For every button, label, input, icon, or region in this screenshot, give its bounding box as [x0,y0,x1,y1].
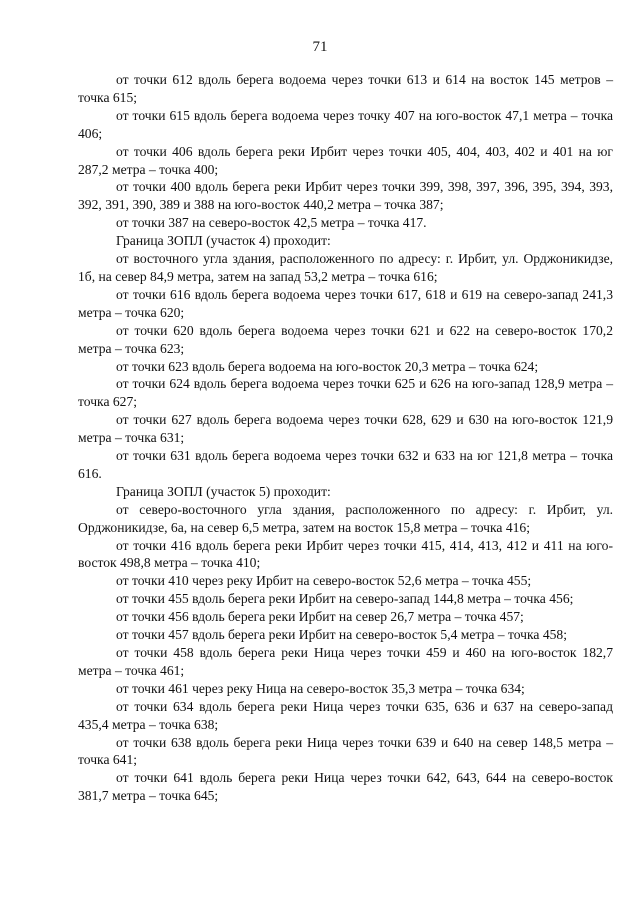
paragraph: от точки 458 вдоль берега реки Ница через точки 459 и 460 на юго-восток 182,7 метра – точка 461; [78,645,613,678]
paragraph: от точки 634 вдоль берега реки Ница через точки 635, 636 и 637 на северо-запад 435,4 метра – точка 638; [78,698,613,732]
paragraph: от точки 400 вдоль берега реки Ирбит через точки 399, 398, 397, 396, 395, 394, 393, 392, 391, 390, 389 и 388 на юго-восток 440,2 метра – точка 387; [78,179,613,213]
paragraph: от точки 416 вдоль берега реки Ирбит через точки 415, 414, 413, 412 и 411 на юго-восток 498,8 метра – точка 410; [78,537,613,571]
paragraph: от точки 616 вдоль берега водоема через точки 617, 618 и 619 на северо-запад 241,3 метра – точка 620; [78,286,613,320]
paragraph: от точки 612 вдоль берега водоема через точки 613 и 614 на восток 145 метров – точка 615; [78,72,613,105]
page-number: 71 [312,39,328,55]
paragraph: от точки 615 вдоль берега водоема через точку 407 на юго-восток 47,1 метра – точка 406; [78,107,613,141]
paragraph: от точки 406 вдоль берега реки Ирбит через точки 405, 404, 403, 402 и 401 на юг 287,2 метра – точка 400; [78,143,613,177]
section-heading: Граница ЗОПЛ (участок 4) проходит: [116,233,331,249]
paragraph: от точки 641 вдоль берега реки Ница через точки 642, 643, 644 на северо-восток 381,7 метра – точка 645; [78,770,613,804]
document-body [78,71,613,805]
paragraph: от точки 624 вдоль берега водоема через точки 625 и 626 на юго-запад 128,9 метра – точка 627; [78,376,613,410]
paragraph: от точки 620 вдоль берега водоема через точки 621 и 622 на северо-восток 170,2 метра – точка 623; [78,322,613,356]
paragraph: от точки 387 на северо-восток 42,5 метра – точка 417. [116,215,427,231]
paragraph: от северо-восточного угла здания, расположенного по адресу: г. Ирбит, ул. Орджоникидзе, 6а, на север 6,5 метра, затем на восток 15,8 метра – точка 416; [78,501,613,535]
paragraph: от точки 455 вдоль берега реки Ирбит на северо-запад 144,8 метра – точка 456; [116,591,574,607]
paragraph: от восточного угла здания, расположенного по адресу: г. Ирбит, ул. Орджоникидзе, 1б, на север 84,9 метра, затем на запад 53,2 метра – точка 616; [78,251,613,284]
paragraph: от точки 456 вдоль берега реки Ирбит на север 26,7 метра – точка 457; [116,609,524,625]
paragraph: от точки 631 вдоль берега водоема через точки 632 и 633 на юг 121,8 метра – точка 616. [78,448,613,481]
paragraph: от точки 410 через реку Ирбит на северо-восток 52,6 метра – точка 455; [116,573,532,589]
paragraph: от точки 461 через реку Ница на северо-восток 35,3 метра – точка 634; [116,680,525,696]
paragraph: от точки 623 вдоль берега водоема на юго-восток 20,3 метра – точка 624; [116,358,539,374]
paragraph: от точки 638 вдоль берега реки Ница через точки 639 и 640 на север 148,5 метра – точка 641; [78,734,613,768]
paragraph: от точки 627 вдоль берега водоема через точки 628, 629 и 630 на юго-восток 121,9 метра – точка 631; [78,412,613,446]
section-heading: Граница ЗОПЛ (участок 5) проходит: [116,483,331,499]
paragraph: от точки 457 вдоль берега реки Ирбит на северо-восток 5,4 метра – точка 458; [116,627,568,643]
